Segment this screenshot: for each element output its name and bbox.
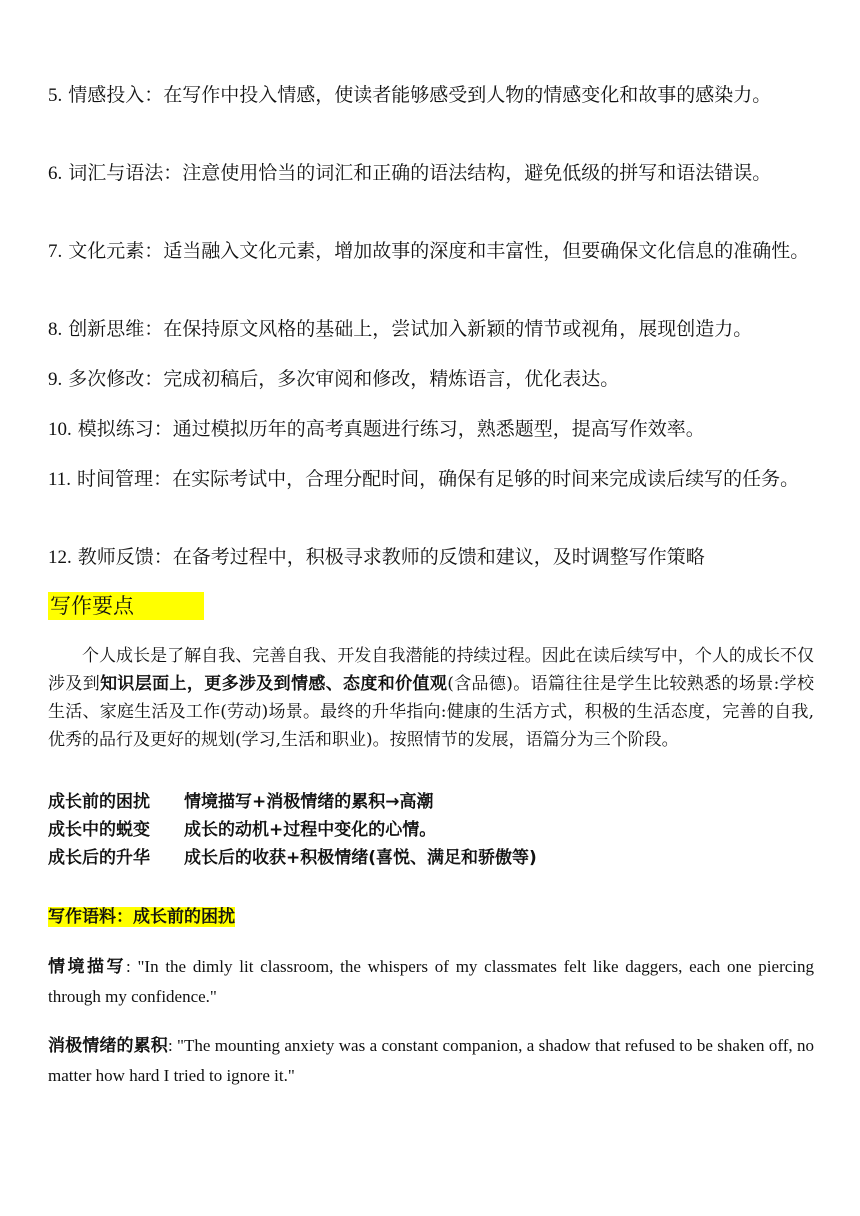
stage-line-before bbox=[48, 788, 434, 816]
tip-text: ：适当融入文化元素，增加故事的深度和丰富性，但要确保文化信息的准确性。 bbox=[144, 240, 810, 262]
tip-item-7 bbox=[48, 236, 814, 267]
tip-text: ：通过模拟历年的高考真题进行练习，熟悉题型，提高写作效率。 bbox=[153, 418, 705, 440]
stage-desc: 成长后的收获+积极情绪(喜悦、满足和骄傲等) bbox=[184, 848, 537, 868]
tip-number: 10. bbox=[48, 419, 72, 440]
example-text: : "In the dimly lit classroom, the whispers of my classmates felt like daggers, each one piercing through my confidence." bbox=[48, 957, 815, 1006]
tip-number: 12. bbox=[48, 547, 72, 568]
tip-item-8 bbox=[48, 314, 814, 345]
stage-name: 成长中的蜕变 bbox=[48, 820, 150, 840]
tip-number: 6. bbox=[48, 163, 63, 184]
tip-title: 情感投入 bbox=[68, 84, 145, 106]
stage-line-after bbox=[48, 844, 537, 872]
tip-title: 时间管理 bbox=[77, 468, 154, 490]
material-heading-text: 写作语料：成长前的困扰 bbox=[48, 907, 235, 927]
tip-title: 教师反馈 bbox=[77, 546, 154, 568]
intro-paragraph bbox=[48, 642, 814, 754]
intro-text-part2: (含品德)。语篇往往是学生比较熟悉的场景:学校生活、家庭生活及工作(劳动)场景。最终的升华指向:健康的生活方式，积极的生活态度，完善的自我, 优秀的品行及更好的规划(学习,生活和职业)。按照情节的发展，语篇分为三个阶段。 bbox=[48, 674, 815, 750]
example-emotion bbox=[48, 1031, 814, 1090]
tip-text: ：在实际考试中，合理分配时间，确保有足够的时间来完成读后续写的任务。 bbox=[153, 468, 800, 490]
tip-text: ：完成初稿后，多次审阅和修改，精炼语言，优化表达。 bbox=[144, 368, 620, 390]
tip-item-12 bbox=[48, 542, 814, 573]
tip-number: 9. bbox=[48, 369, 63, 390]
tip-title: 词汇与语法 bbox=[68, 162, 164, 184]
tip-item-6 bbox=[48, 158, 814, 189]
material-heading bbox=[48, 904, 235, 930]
tip-title: 多次修改 bbox=[68, 368, 145, 390]
stage-name: 成长前的困扰 bbox=[48, 792, 150, 812]
tip-text: ：在写作中投入情感，使读者能够感受到人物的情感变化和故事的感染力。 bbox=[144, 84, 772, 106]
example-text: : "The mounting anxiety was a constant companion, a shadow that refused to be shaken off, no matter how hard I tried to ignore it." bbox=[48, 1036, 815, 1085]
example-label: 消极情绪的累积 bbox=[48, 1036, 168, 1056]
tip-title: 模拟练习 bbox=[77, 418, 154, 440]
stage-name: 成长后的升华 bbox=[48, 848, 150, 868]
tip-number: 11. bbox=[48, 469, 72, 490]
stage-desc: 成长的动机+过程中变化的心情。 bbox=[184, 820, 437, 840]
tip-item-10 bbox=[48, 414, 814, 445]
example-scene bbox=[48, 952, 814, 1011]
tip-title: 创新思维 bbox=[68, 318, 145, 340]
intro-text-part1: 个人成长是了解自我、完善自我、开发自我潜能的持续过程。因此在读后续写中，个人的成长不仅涉及到 bbox=[48, 646, 814, 694]
stage-desc: 情境描写+消极情绪的累积→高潮 bbox=[184, 792, 434, 812]
tip-number: 5. bbox=[48, 85, 63, 106]
example-label: 情境描写 bbox=[48, 957, 126, 977]
stage-line-during bbox=[48, 816, 436, 844]
intro-bold-text: 知识层面上，更多涉及到情感、态度和价值观 bbox=[100, 674, 448, 694]
tip-item-11 bbox=[48, 464, 814, 495]
tip-item-9 bbox=[48, 364, 814, 395]
tip-number: 8. bbox=[48, 319, 63, 340]
tip-text: ：在保持原文风格的基础上，尝试加入新颖的情节或视角，展现创造力。 bbox=[144, 318, 753, 340]
tip-number: 7. bbox=[48, 241, 63, 262]
section-heading: 写作要点 bbox=[48, 592, 204, 620]
tip-text: ：注意使用恰当的词汇和正确的语法结构，避免低级的拼写和语法错误。 bbox=[163, 162, 772, 184]
tip-item-5 bbox=[48, 80, 814, 111]
tip-text: ：在备考过程中，积极寻求教师的反馈和建议，及时调整写作策略 bbox=[153, 546, 705, 568]
tip-title: 文化元素 bbox=[68, 240, 145, 262]
